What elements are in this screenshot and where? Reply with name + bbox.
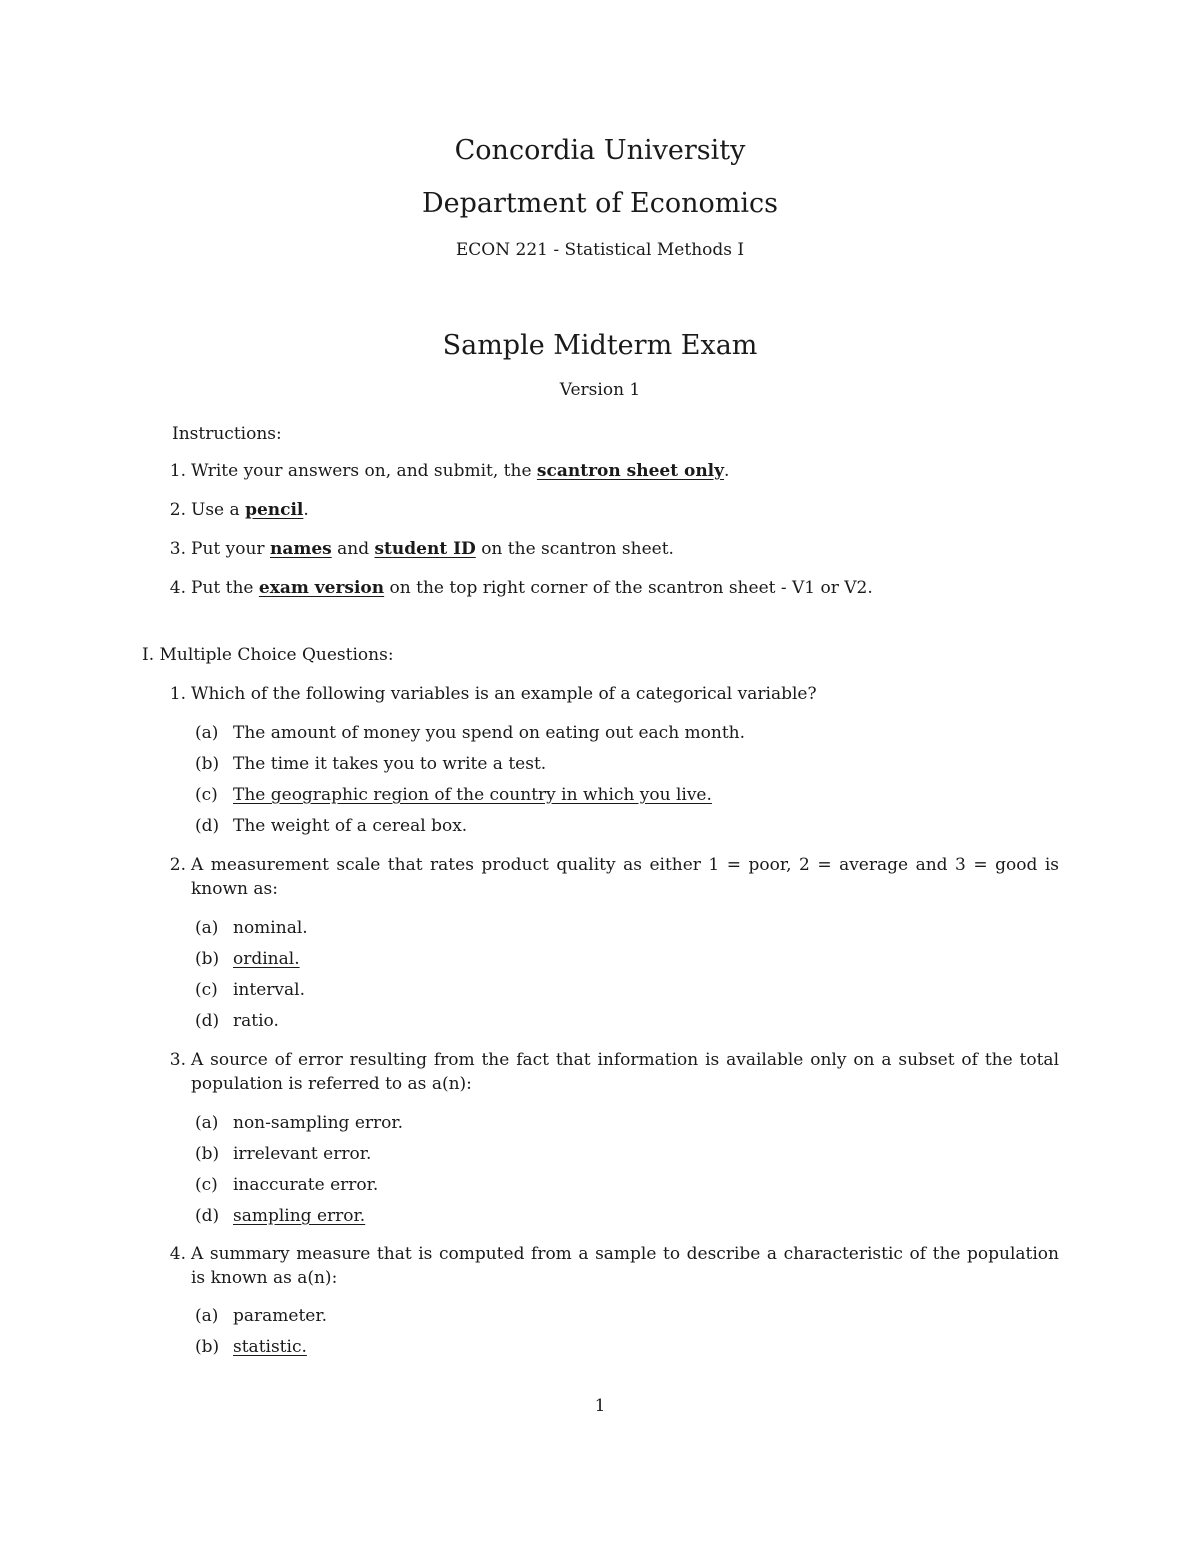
option-text: ratio. (233, 1011, 279, 1031)
option-text-correct: sampling error. (233, 1206, 366, 1226)
instruction-text-post: on the top right corner of the scantron sheet - V1 or V2. (384, 578, 873, 598)
option-label: (b) (195, 754, 220, 774)
option-text: nominal. (233, 918, 308, 938)
instruction-text (191, 498, 309, 522)
instruction-number: 3. (169, 539, 186, 559)
instruction-text-mid: and (331, 539, 375, 559)
question-text: Which of the following variables is an example of a categorical variable? (191, 684, 817, 704)
university-title: Concordia University (454, 135, 746, 166)
option-label: (c) (195, 980, 218, 1000)
instruction-text (191, 537, 674, 561)
question-text: A measurement scale that rates product quality as either 1 = poor, 2 = average and 3 = good is known as: (191, 855, 1059, 899)
instruction-text-post: . (724, 461, 730, 481)
instruction-number: 4. (169, 578, 186, 598)
instruction-text-pre: Put the (191, 578, 259, 598)
instruction-text-pre: Put your (191, 539, 270, 559)
question-text: A source of error resulting from the fact that information is available only on a subset of the total population is referred to as a(n): (191, 1050, 1059, 1094)
question-number: 2. (169, 855, 186, 875)
option-text: The time it takes you to write a test. (233, 754, 547, 774)
option-label: (b) (195, 1144, 220, 1164)
option-label: (a) (195, 918, 219, 938)
option-label: (a) (195, 1113, 219, 1133)
instruction-number: 1. (169, 461, 186, 481)
option-text: irrelevant error. (233, 1144, 372, 1164)
instruction-emphasis: pencil (245, 500, 304, 520)
instruction-text-pre: Write your answers on, and submit, the (191, 461, 537, 481)
page-number: 1 (594, 1396, 606, 1416)
section-heading: I. Multiple Choice Questions: (142, 645, 394, 665)
option-label: (b) (195, 1337, 220, 1357)
instruction-number: 2. (169, 500, 186, 520)
question-number: 4. (169, 1244, 186, 1264)
option-text: The weight of a cereal box. (233, 816, 468, 836)
option-text: parameter. (233, 1306, 328, 1326)
instruction-text (191, 576, 873, 600)
option-text: interval. (233, 980, 305, 1000)
question-text: A summary measure that is computed from a sample to describe a characteristic of the population is known as a(n): (191, 1244, 1059, 1288)
department-title: Department of Economics (422, 188, 778, 219)
option-label: (a) (195, 1306, 219, 1326)
instruction-emphasis: names (269, 539, 332, 559)
option-text: inaccurate error. (233, 1175, 379, 1195)
option-label: (d) (195, 1011, 220, 1031)
instruction-emphasis-2: student ID (374, 539, 476, 559)
instruction-text-pre: Use a (191, 500, 246, 520)
instruction-text (191, 459, 729, 483)
option-label: (c) (195, 1175, 218, 1195)
option-text-correct: The geographic region of the country in which you live. (233, 785, 712, 805)
option-text-correct: ordinal. (233, 949, 300, 969)
option-text-correct: statistic. (233, 1337, 307, 1357)
option-label: (c) (195, 785, 218, 805)
exam-version: Version 1 (559, 380, 641, 400)
question-number: 1. (169, 684, 186, 704)
option-label: (d) (195, 1206, 220, 1226)
instruction-text-post: on the scantron sheet. (475, 539, 674, 559)
option-label: (d) (195, 816, 220, 836)
option-label: (b) (195, 949, 220, 969)
option-text: non-sampling error. (233, 1113, 404, 1133)
option-label: (a) (195, 723, 219, 743)
exam-title: Sample Midterm Exam (442, 330, 758, 361)
instruction-emphasis: exam version (258, 578, 385, 598)
option-text: The amount of money you spend on eating out each month. (233, 723, 746, 743)
instruction-text-post: . (303, 500, 309, 520)
question-number: 3. (169, 1050, 186, 1070)
instruction-emphasis: scantron sheet only (536, 461, 725, 481)
instructions-heading: Instructions: (172, 424, 282, 444)
course-title: ECON 221 - Statistical Methods I (455, 240, 745, 260)
